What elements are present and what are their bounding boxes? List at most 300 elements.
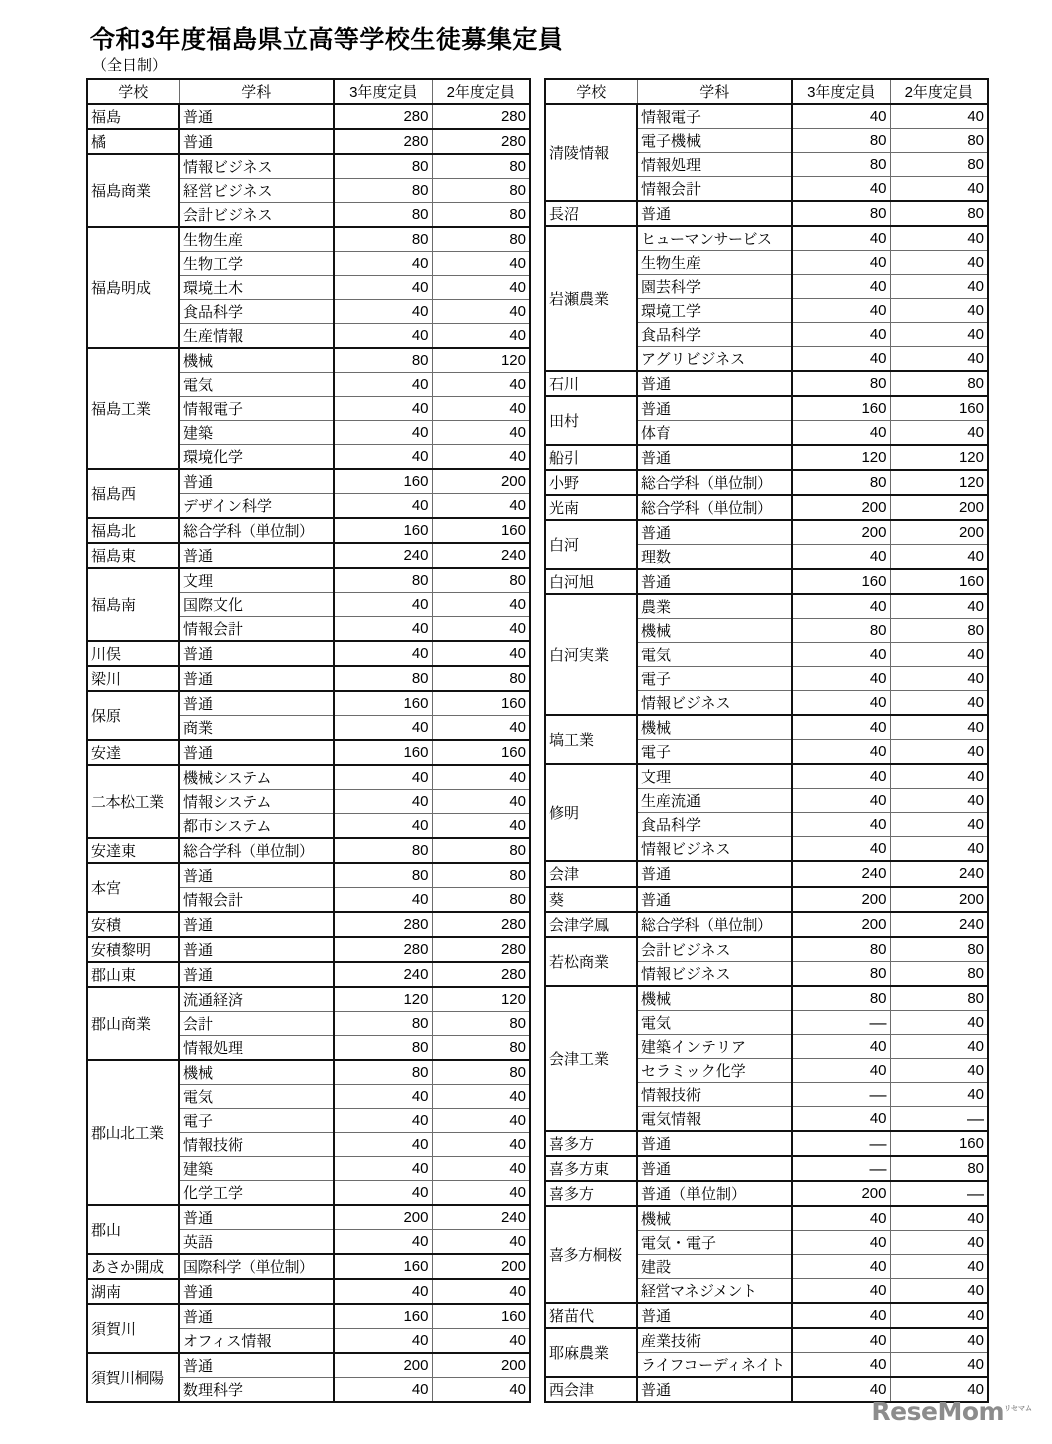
- department-name-cell: 数理科学: [179, 1378, 334, 1403]
- quota-table-left: [86, 78, 531, 1403]
- year2-quota-cell: 40: [432, 814, 530, 839]
- department-name-cell: 園芸科学: [637, 275, 792, 299]
- table-row: [87, 863, 530, 888]
- year3-quota-cell: 40: [792, 1352, 890, 1377]
- school-name-cell: 長沼: [545, 201, 637, 226]
- table-row: [545, 1303, 988, 1328]
- table-row: [87, 348, 530, 373]
- year3-quota-cell: 80: [792, 961, 890, 986]
- school-name-cell: 二本松工業: [87, 765, 179, 838]
- department-name-cell: 機械: [637, 715, 792, 740]
- year3-quota-cell: 40: [334, 445, 432, 470]
- department-name-cell: 普通: [179, 691, 334, 716]
- department-name-cell: 電子: [637, 667, 792, 691]
- year2-quota-cell: 80: [432, 568, 530, 593]
- year2-quota-cell: 40: [890, 545, 988, 570]
- year3-quota-cell: 40: [792, 1377, 890, 1402]
- school-name-cell: 福島商業: [87, 154, 179, 227]
- department-name-cell: 普通: [179, 912, 334, 937]
- year2-quota-cell: 40: [890, 177, 988, 202]
- year3-quota-cell: 40: [792, 1328, 890, 1353]
- table-row: [545, 201, 988, 226]
- school-name-cell: 白河旭: [545, 569, 637, 594]
- year2-quota-cell: 80: [432, 203, 530, 228]
- department-name-cell: 総合学科（単位制）: [637, 470, 792, 495]
- table-row: [87, 740, 530, 765]
- year3-quota-cell: 80: [334, 154, 432, 179]
- department-name-cell: 普通: [179, 104, 334, 129]
- year2-quota-cell: 40: [890, 813, 988, 837]
- year3-quota-cell: 40: [334, 1329, 432, 1354]
- table-row: [545, 764, 988, 789]
- year2-quota-cell: 80: [432, 1036, 530, 1061]
- year2-quota-cell: 160: [432, 740, 530, 765]
- year2-quota-cell: 80: [432, 838, 530, 863]
- year2-quota-cell: 160: [432, 1304, 530, 1329]
- year2-quota-cell: 200: [432, 469, 530, 494]
- year3-quota-cell: 40: [792, 740, 890, 765]
- table-row: [545, 986, 988, 1011]
- year2-quota-cell: 40: [890, 691, 988, 716]
- school-name-cell: 喜多方桐桜: [545, 1206, 637, 1303]
- year2-quota-cell: 80: [432, 666, 530, 691]
- year3-quota-cell: 160: [334, 740, 432, 765]
- department-name-cell: ヒューマンサービス: [637, 226, 792, 251]
- school-name-cell: 修明: [545, 764, 637, 861]
- department-name-cell: 電気: [637, 1010, 792, 1034]
- table-row: [545, 371, 988, 396]
- department-name-cell: 普通: [179, 863, 334, 888]
- department-name-cell: 機械: [637, 986, 792, 1011]
- year2-quota-cell: 40: [890, 594, 988, 619]
- year2-quota-cell: 40: [432, 641, 530, 666]
- school-name-cell: 白河: [545, 520, 637, 569]
- department-name-cell: 流通経済: [179, 987, 334, 1012]
- year2-quota-cell: 40: [890, 347, 988, 372]
- table-row: [545, 937, 988, 962]
- department-name-cell: 経営マネジメント: [637, 1278, 792, 1303]
- department-name-cell: 普通: [179, 1353, 334, 1378]
- year2-quota-cell: 280: [432, 129, 530, 154]
- year3-quota-cell: 40: [792, 347, 890, 372]
- department-name-cell: 普通: [179, 1304, 334, 1329]
- table-row: [87, 1254, 530, 1279]
- department-name-cell: 会計ビジネス: [637, 937, 792, 962]
- school-name-cell: 本宮: [87, 863, 179, 912]
- department-name-cell: 情報会計: [179, 888, 334, 913]
- year3-quota-cell: 80: [334, 863, 432, 888]
- school-name-cell: 郡山東: [87, 962, 179, 987]
- watermark-superscript: リセマム: [1004, 1404, 1032, 1413]
- department-name-cell: 商業: [179, 716, 334, 741]
- year3-quota-cell: 200: [792, 912, 890, 937]
- year3-quota-cell: 40: [334, 324, 432, 349]
- department-name-cell: 食品科学: [637, 323, 792, 347]
- department-name-cell: 生産情報: [179, 324, 334, 349]
- year3-quota-cell: 80: [792, 619, 890, 643]
- department-name-cell: 機械: [637, 619, 792, 643]
- year2-quota-cell: 40: [890, 715, 988, 740]
- school-name-cell: 須賀川桐陽: [87, 1353, 179, 1402]
- year3-quota-cell: 40: [792, 1303, 890, 1328]
- table-row: [87, 691, 530, 716]
- year3-quota-cell: 40: [334, 593, 432, 617]
- department-name-cell: 経営ビジネス: [179, 179, 334, 203]
- school-name-cell: 小野: [545, 470, 637, 495]
- table-row: [545, 715, 988, 740]
- header-year3-quota: 3年度定員: [334, 79, 432, 104]
- department-name-cell: 情報技術: [637, 1082, 792, 1106]
- year3-quota-cell: 280: [334, 104, 432, 129]
- school-name-cell: 石川: [545, 371, 637, 396]
- year2-quota-cell: 80: [432, 863, 530, 888]
- department-name-cell: 都市システム: [179, 814, 334, 839]
- table-row: [87, 838, 530, 863]
- year2-quota-cell: 120: [890, 445, 988, 470]
- department-name-cell: 普通: [179, 543, 334, 568]
- header-school: 学校: [545, 79, 637, 104]
- table-row: [545, 887, 988, 912]
- year3-quota-cell: 40: [334, 373, 432, 397]
- year2-quota-cell: 280: [432, 937, 530, 962]
- year2-quota-cell: 40: [432, 1133, 530, 1157]
- year3-quota-cell: 80: [334, 348, 432, 373]
- year2-quota-cell: 80: [432, 154, 530, 179]
- table-row: [87, 227, 530, 252]
- year2-quota-cell: 40: [890, 1278, 988, 1303]
- year2-quota-cell: 160: [890, 569, 988, 594]
- year2-quota-cell: 240: [432, 543, 530, 568]
- year2-quota-cell: 40: [890, 643, 988, 667]
- year2-quota-cell: 200: [432, 1254, 530, 1279]
- year3-quota-cell: 80: [334, 203, 432, 228]
- tables-container: [86, 78, 986, 1403]
- year2-quota-cell: 240: [890, 861, 988, 886]
- year3-quota-cell: 80: [792, 371, 890, 396]
- year2-quota-cell: 40: [890, 323, 988, 347]
- table-row: [545, 594, 988, 619]
- year2-quota-cell: 40: [432, 494, 530, 519]
- year2-quota-cell: 80: [890, 201, 988, 226]
- department-name-cell: 建築: [179, 1157, 334, 1181]
- header-row: [545, 79, 988, 104]
- school-name-cell: 会津工業: [545, 986, 637, 1131]
- year3-quota-cell: 40: [792, 1278, 890, 1303]
- year3-quota-cell: 40: [792, 226, 890, 251]
- year3-quota-cell: 40: [334, 1378, 432, 1403]
- year3-quota-cell: 80: [792, 937, 890, 962]
- department-name-cell: 情報処理: [179, 1036, 334, 1061]
- school-name-cell: 梁川: [87, 666, 179, 691]
- year3-quota-cell: 80: [334, 666, 432, 691]
- department-name-cell: 環境工学: [637, 299, 792, 323]
- school-name-cell: 光南: [545, 495, 637, 520]
- department-name-cell: 普通: [179, 937, 334, 962]
- quota-table-right: [544, 78, 989, 1403]
- year3-quota-cell: 80: [792, 129, 890, 153]
- year2-quota-cell: 80: [432, 1060, 530, 1085]
- year2-quota-cell: 40: [432, 1279, 530, 1304]
- year3-quota-cell: 40: [334, 494, 432, 519]
- year2-quota-cell: 40: [432, 445, 530, 470]
- year3-quota-cell: —: [792, 1010, 890, 1034]
- year2-quota-cell: 40: [432, 300, 530, 324]
- school-name-cell: 船引: [545, 445, 637, 470]
- year2-quota-cell: 40: [890, 104, 988, 129]
- table-row: [87, 543, 530, 568]
- school-name-cell: 猪苗代: [545, 1303, 637, 1328]
- year3-quota-cell: 160: [334, 691, 432, 716]
- year2-quota-cell: 40: [432, 716, 530, 741]
- year2-quota-cell: 40: [890, 1303, 988, 1328]
- school-name-cell: 岩瀬農業: [545, 226, 637, 371]
- year2-quota-cell: 40: [890, 1377, 988, 1402]
- year3-quota-cell: 40: [792, 715, 890, 740]
- table-row: [87, 469, 530, 494]
- year3-quota-cell: 40: [334, 1279, 432, 1304]
- year3-quota-cell: 40: [334, 397, 432, 421]
- school-name-cell: 塙工業: [545, 715, 637, 764]
- department-name-cell: 会計ビジネス: [179, 203, 334, 228]
- year3-quota-cell: 40: [792, 1230, 890, 1254]
- department-name-cell: 生産流通: [637, 789, 792, 813]
- year2-quota-cell: 40: [432, 765, 530, 790]
- year2-quota-cell: 40: [890, 740, 988, 765]
- year3-quota-cell: 40: [792, 1254, 890, 1278]
- year2-quota-cell: —: [890, 1106, 988, 1131]
- table-row: [87, 912, 530, 937]
- school-name-cell: 安積: [87, 912, 179, 937]
- year3-quota-cell: 40: [334, 252, 432, 276]
- year3-quota-cell: 80: [792, 986, 890, 1011]
- year3-quota-cell: 40: [334, 888, 432, 913]
- year3-quota-cell: 40: [334, 1157, 432, 1181]
- school-name-cell: 須賀川: [87, 1304, 179, 1353]
- header-department: 学科: [637, 79, 792, 104]
- table-row: [545, 912, 988, 937]
- year3-quota-cell: 240: [334, 962, 432, 987]
- department-name-cell: 普通: [637, 1377, 792, 1402]
- year2-quota-cell: 40: [890, 1230, 988, 1254]
- year2-quota-cell: 40: [432, 1230, 530, 1255]
- year2-quota-cell: 40: [890, 1254, 988, 1278]
- school-name-cell: 福島西: [87, 469, 179, 518]
- page-subtitle: （全日制）: [92, 57, 168, 74]
- department-name-cell: 電気: [637, 643, 792, 667]
- year3-quota-cell: 200: [792, 495, 890, 520]
- table-row: [545, 861, 988, 886]
- year3-quota-cell: 80: [792, 201, 890, 226]
- year3-quota-cell: 40: [334, 1109, 432, 1133]
- year2-quota-cell: 40: [890, 1058, 988, 1082]
- year2-quota-cell: 200: [432, 1353, 530, 1378]
- table-row: [87, 666, 530, 691]
- year2-quota-cell: 120: [432, 348, 530, 373]
- year3-quota-cell: 40: [334, 1181, 432, 1206]
- year2-quota-cell: 40: [432, 1181, 530, 1206]
- table-row: [87, 518, 530, 543]
- year3-quota-cell: 40: [792, 1206, 890, 1231]
- year3-quota-cell: 40: [792, 1058, 890, 1082]
- school-name-cell: 福島南: [87, 568, 179, 641]
- school-name-cell: 橘: [87, 129, 179, 154]
- year3-quota-cell: 40: [792, 691, 890, 716]
- year3-quota-cell: 280: [334, 912, 432, 937]
- school-name-cell: 喜多方東: [545, 1156, 637, 1181]
- department-name-cell: 電気・電子: [637, 1230, 792, 1254]
- school-name-cell: 郡山商業: [87, 987, 179, 1060]
- year3-quota-cell: 40: [792, 643, 890, 667]
- department-name-cell: 機械システム: [179, 765, 334, 790]
- department-name-cell: 総合学科（単位制）: [637, 912, 792, 937]
- year3-quota-cell: 40: [792, 1034, 890, 1058]
- school-name-cell: 白河実業: [545, 594, 637, 715]
- department-name-cell: 総合学科（単位制）: [179, 838, 334, 863]
- department-name-cell: 環境土木: [179, 276, 334, 300]
- year3-quota-cell: 40: [334, 300, 432, 324]
- year2-quota-cell: 40: [890, 1328, 988, 1353]
- year3-quota-cell: 200: [792, 520, 890, 545]
- year3-quota-cell: 40: [792, 421, 890, 446]
- year3-quota-cell: 40: [792, 1106, 890, 1131]
- department-name-cell: 情報電子: [637, 104, 792, 129]
- department-name-cell: 総合学科（単位制）: [179, 518, 334, 543]
- year3-quota-cell: 40: [334, 276, 432, 300]
- department-name-cell: 普通: [637, 371, 792, 396]
- year3-quota-cell: 200: [792, 887, 890, 912]
- year3-quota-cell: 40: [334, 617, 432, 642]
- year3-quota-cell: 40: [792, 667, 890, 691]
- year3-quota-cell: 160: [334, 1254, 432, 1279]
- school-name-cell: 郡山: [87, 1205, 179, 1254]
- year3-quota-cell: 40: [792, 251, 890, 275]
- year3-quota-cell: 80: [334, 838, 432, 863]
- department-name-cell: 普通: [637, 861, 792, 886]
- table-row: [545, 495, 988, 520]
- year3-quota-cell: —: [792, 1131, 890, 1156]
- department-name-cell: 電子: [637, 740, 792, 765]
- table-row: [87, 1304, 530, 1329]
- year2-quota-cell: 280: [432, 912, 530, 937]
- year3-quota-cell: 40: [792, 177, 890, 202]
- department-name-cell: 情報技術: [179, 1133, 334, 1157]
- year3-quota-cell: 80: [792, 470, 890, 495]
- year2-quota-cell: 40: [890, 667, 988, 691]
- year2-quota-cell: 80: [432, 1012, 530, 1036]
- year3-quota-cell: 160: [334, 469, 432, 494]
- table-row: [87, 765, 530, 790]
- year3-quota-cell: 80: [334, 1036, 432, 1061]
- year3-quota-cell: 80: [334, 1012, 432, 1036]
- year2-quota-cell: 40: [890, 1352, 988, 1377]
- table-header-left: [87, 79, 530, 104]
- department-name-cell: オフィス情報: [179, 1329, 334, 1354]
- department-name-cell: 食品科学: [637, 813, 792, 837]
- table-row: [87, 104, 530, 129]
- year2-quota-cell: 40: [432, 1085, 530, 1109]
- school-name-cell: 会津学鳳: [545, 912, 637, 937]
- table-row: [545, 569, 988, 594]
- department-name-cell: 電子: [179, 1109, 334, 1133]
- year2-quota-cell: 40: [432, 1378, 530, 1403]
- school-name-cell: 喜多方: [545, 1131, 637, 1156]
- year2-quota-cell: 240: [432, 1205, 530, 1230]
- year2-quota-cell: 80: [432, 227, 530, 252]
- table-row: [545, 104, 988, 129]
- school-name-cell: 耶麻農業: [545, 1328, 637, 1377]
- department-name-cell: 情報ビジネス: [637, 691, 792, 716]
- school-name-cell: 福島明成: [87, 227, 179, 348]
- department-name-cell: 文理: [637, 764, 792, 789]
- table-row: [545, 396, 988, 421]
- year3-quota-cell: 40: [334, 1230, 432, 1255]
- table-row: [87, 937, 530, 962]
- year2-quota-cell: 40: [890, 764, 988, 789]
- year3-quota-cell: 80: [334, 568, 432, 593]
- year2-quota-cell: 40: [432, 373, 530, 397]
- header-year3-quota: 3年度定員: [792, 79, 890, 104]
- year2-quota-cell: 80: [890, 937, 988, 962]
- year3-quota-cell: 80: [334, 179, 432, 203]
- year3-quota-cell: 80: [792, 153, 890, 177]
- department-name-cell: 国際文化: [179, 593, 334, 617]
- year2-quota-cell: 40: [890, 789, 988, 813]
- table-row: [545, 470, 988, 495]
- department-name-cell: 機械: [179, 348, 334, 373]
- year2-quota-cell: 40: [432, 252, 530, 276]
- year3-quota-cell: 40: [792, 104, 890, 129]
- year2-quota-cell: 40: [432, 324, 530, 349]
- school-name-cell: 安達東: [87, 838, 179, 863]
- school-name-cell: 安積黎明: [87, 937, 179, 962]
- department-name-cell: 電気: [179, 1085, 334, 1109]
- year3-quota-cell: 40: [792, 837, 890, 862]
- year3-quota-cell: 40: [792, 299, 890, 323]
- table-body-left: [87, 104, 530, 1402]
- year2-quota-cell: 40: [890, 251, 988, 275]
- year2-quota-cell: 40: [890, 275, 988, 299]
- year2-quota-cell: 40: [890, 1082, 988, 1106]
- year2-quota-cell: 40: [432, 617, 530, 642]
- department-name-cell: 普通: [179, 641, 334, 666]
- school-name-cell: 会津: [545, 861, 637, 886]
- department-name-cell: セラミック化学: [637, 1058, 792, 1082]
- department-name-cell: 普通: [179, 740, 334, 765]
- year2-quota-cell: 80: [432, 888, 530, 913]
- department-name-cell: 建築インテリア: [637, 1034, 792, 1058]
- year2-quota-cell: 160: [890, 1131, 988, 1156]
- department-name-cell: 機械: [179, 1060, 334, 1085]
- year2-quota-cell: 40: [432, 1157, 530, 1181]
- year2-quota-cell: 40: [432, 276, 530, 300]
- year2-quota-cell: 80: [890, 1156, 988, 1181]
- department-name-cell: 文理: [179, 568, 334, 593]
- table-row: [87, 129, 530, 154]
- department-name-cell: 環境化学: [179, 445, 334, 470]
- department-name-cell: 普通: [637, 887, 792, 912]
- school-name-cell: 田村: [545, 396, 637, 445]
- resemom-watermark: [871, 1397, 1032, 1426]
- year2-quota-cell: 40: [432, 397, 530, 421]
- department-name-cell: アグリビジネス: [637, 347, 792, 372]
- department-name-cell: 生物生産: [637, 251, 792, 275]
- department-name-cell: 電気: [179, 373, 334, 397]
- department-name-cell: 情報会計: [179, 617, 334, 642]
- department-name-cell: 電子機械: [637, 129, 792, 153]
- table-row: [87, 154, 530, 179]
- school-name-cell: 安達: [87, 740, 179, 765]
- table-row: [87, 1353, 530, 1378]
